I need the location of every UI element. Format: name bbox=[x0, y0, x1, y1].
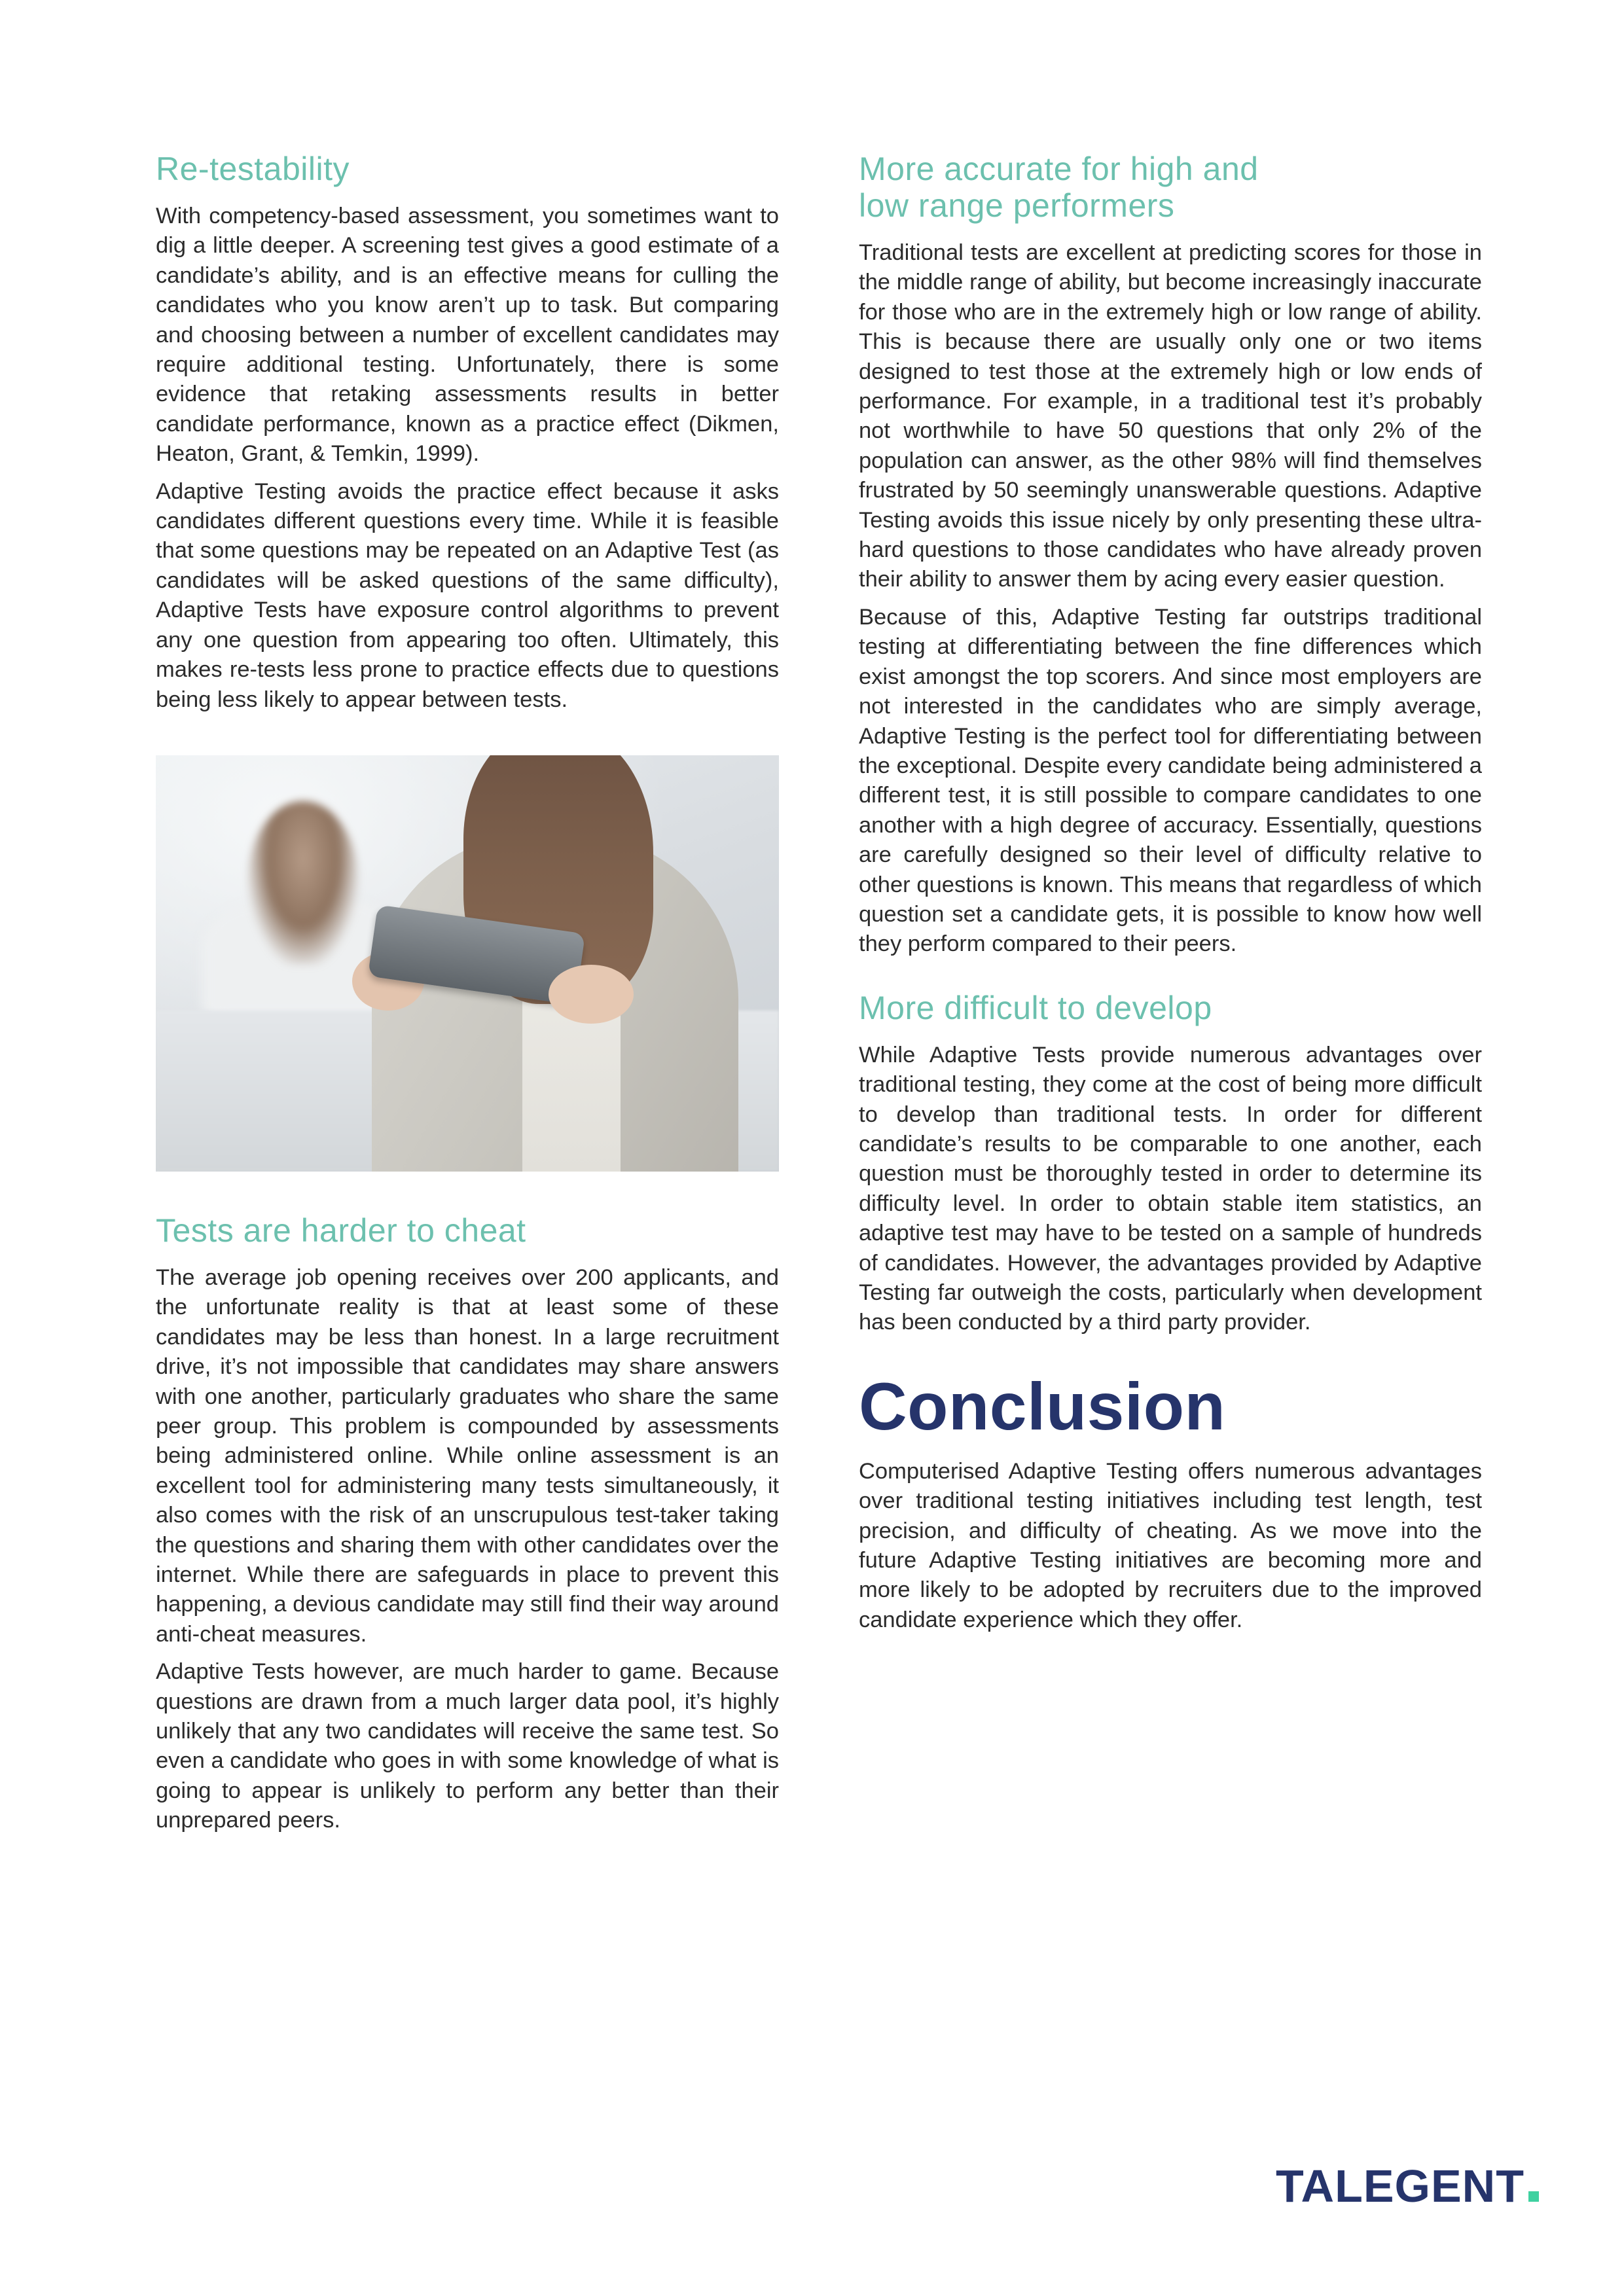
conclusion-section bbox=[859, 1371, 1482, 1635]
talegent-logo bbox=[1276, 2160, 1539, 2212]
difficult-section bbox=[859, 990, 1482, 1338]
right-column bbox=[859, 151, 1482, 1643]
logo-dot-icon bbox=[1528, 2191, 1539, 2202]
left-column bbox=[156, 151, 779, 1844]
accurate-paragraph-1: Traditional tests are excellent at predicting scores for those in the middle range of ability, but become increasingly inaccurate for those who are in the extremely high or low range of ability. This is because there are usually only one or two items designed to test those at the extremely high or low ends of performance. For example, in a traditional test it’s probably not worthwhile to have 50 questions that only 2% of the population can answer, as the other 98% will find themselves frustrated by 50 seemingly unanswerable questions. Adaptive Testing avoids this issue nicely by only presenting these ultra-hard questions to those candidates who have already proven their ability to answer them by acing every easier question. bbox=[859, 240, 1482, 592]
retestability-paragraph-1: With competency-based assessment, you sometimes want to dig a little deeper. A screening test gives a good estimate of a candidate’s ability, and is an effective means for culling the candidates who you know aren’t up to task. But comparing and choosing between a number of excellent candidates may require additional testing. Unfortunately, there is some evidence that retaking assessments results in better candidate performance, known as a practice effect (Dikmen, Heaton, Grant, & Temkin, 1999). bbox=[156, 204, 779, 467]
accurate-heading bbox=[859, 151, 1482, 224]
cheat-section bbox=[156, 1212, 779, 1836]
retestability-paragraph-2: Adaptive Testing avoids the practice effect because it asks candidates different questions every time. While it is feasible that some questions may be repeated on an Adaptive Test (as candidates will be asked questions of the same difficulty), Adaptive Tests have exposure control algorithms to prevent any one question from appearing too often. Ultimately, this makes re-tests less prone to practice effects due to questions being less likely to appear between tests. bbox=[156, 478, 779, 712]
accurate-heading-line-2: low range performers bbox=[859, 187, 1175, 224]
cheat-heading: Tests are harder to cheat bbox=[156, 1211, 526, 1249]
difficult-paragraph-1: While Adaptive Tests provide numerous advantages over traditional testing, they come at the cost of being more difficult to develop than traditional tests. In order for different candidate’s results to be comparable to one another, each question must be thoroughly tested in order to determine its difficulty level. In order to obtain stable item statistics, an adaptive test may have to be tested on a sample of hundreds of candidates. However, the advantages provided by Adaptive Testing far outweigh the costs, particularly when development has been conducted by a third party provider. bbox=[859, 1042, 1482, 1335]
cheat-paragraph-2: Adaptive Tests however, are much harder to game. Because questions are drawn from a much larger data pool, it’s highly unlikely that any two candidates will receive the same test. So even a candidate who goes in with some knowledge of what is going to appear is unlikely to perform any better than their unprepared peers. bbox=[156, 1659, 779, 1833]
retestability-heading: Re-testability bbox=[156, 151, 350, 187]
accurate-paragraph-2: Because of this, Adaptive Testing far outstrips traditional testing at differentiating between the fine differences which exist amongst the top scorers. And since most employers are not interested in the candidates who are simply average, Adaptive Testing is the perfect tool for differentiating between the exceptional. Despite every candidate being administered a different test, it is still possible to compare candidates to one another with a high degree of accuracy. Essentially, questions are carefully designed so their level of difficulty relative to other questions is known. This means that regardless of which question set a candidate gets, it is possible to know how well they perform compared to their peers. bbox=[859, 604, 1482, 957]
conclusion-paragraph-1: Computerised Adaptive Testing offers numerous advantages over traditional testing initiatives including test length, test precision, and difficulty of cheating. As we move into the future Adaptive Testing initiatives are becoming more and more likely to be adopted by recruiters due to the improved candidate experience which they offer. bbox=[859, 1458, 1482, 1632]
accurate-section bbox=[859, 151, 1482, 960]
logo-text: TALEGENT bbox=[1275, 2161, 1525, 2212]
accurate-heading-line-1: More accurate for high and bbox=[859, 151, 1259, 187]
woman-with-tablet-photo bbox=[156, 755, 779, 1172]
conclusion-heading: Conclusion bbox=[859, 1369, 1226, 1444]
difficult-heading: More difficult to develop bbox=[859, 989, 1212, 1026]
cheat-paragraph-1: The average job opening receives over 200 applicants, and the unfortunate reality is that at least some of these candidates may be less than honest. In a large recruitment drive, it’s not impossible that candidates may share answers with one another, particularly graduates who share the same peer group. This problem is compounded by assessments being administered online. While online assessment is an excellent tool for administering many tests simultaneously, it also comes with the risk of an unscrupulous test-taker taking the questions and sharing them with other candidates over the internet. While there are safeguards in place to prevent this happening, a devious candidate may still find their way around anti-cheat measures. bbox=[156, 1265, 779, 1647]
retestability-section bbox=[156, 151, 779, 715]
